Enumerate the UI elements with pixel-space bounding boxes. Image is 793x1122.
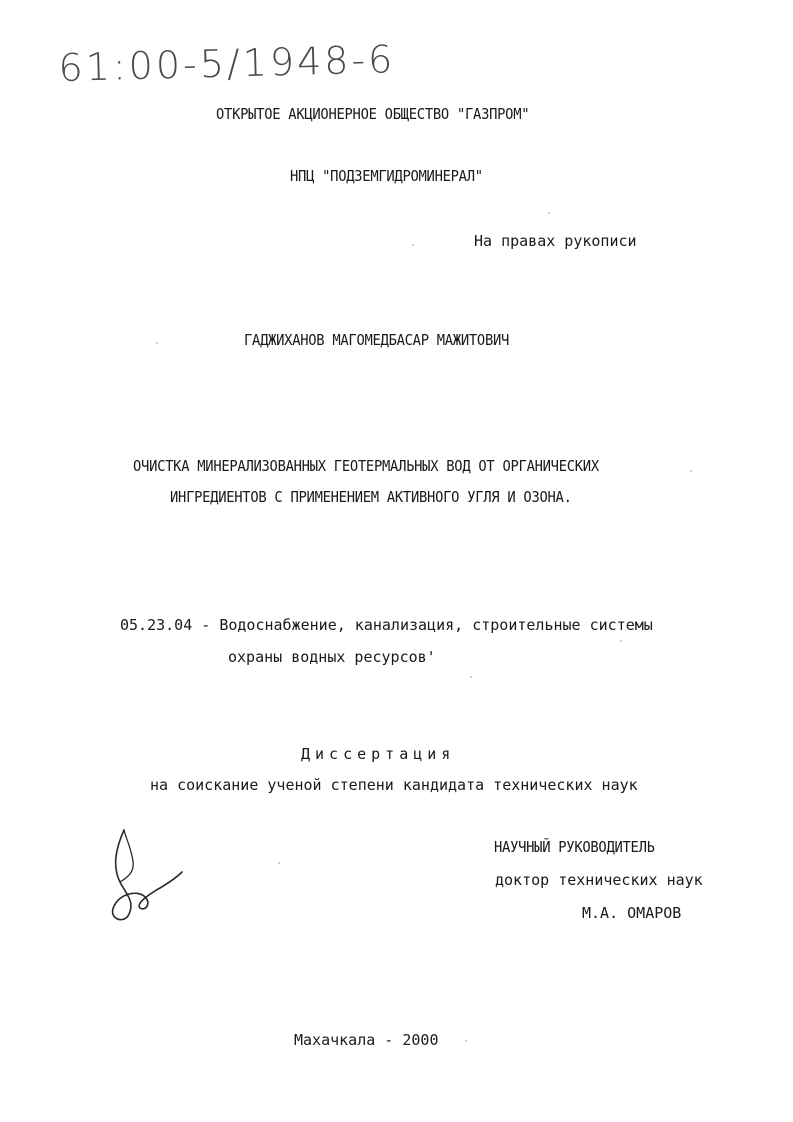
scan-speck: [690, 470, 692, 472]
supervisor-degree: доктор технических наук: [495, 871, 703, 889]
scan-speck: [465, 1040, 467, 1042]
dissertation-title-line-1: ОЧИСТКА МИНЕРАЛИЗОВАННЫХ ГЕОТЕРМАЛЬНЫХ ВОД ОТ ОРГАНИЧЕСКИХ: [133, 457, 599, 475]
research-center-name: НПЦ "ПОДЗЕМГИДРОМИНЕРАЛ": [290, 167, 483, 185]
scan-speck: [156, 342, 158, 344]
supervisor-heading: НАУЧНЫЙ РУКОВОДИТЕЛЬ: [494, 838, 655, 856]
scan-speck: [278, 862, 280, 864]
degree-sought: на соискание ученой степени кандидата технических наук: [150, 776, 638, 794]
city-and-year: Махачкала - 2000: [294, 1031, 439, 1049]
document-type: Диссертация: [301, 745, 456, 763]
supervisor-name: М.А. ОМАРОВ: [582, 904, 682, 922]
scan-speck: [548, 212, 550, 214]
manuscript-rights-note: На правах рукописи: [474, 232, 637, 250]
organization-name: ОТКРЫТОЕ АКЦИОНЕРНОЕ ОБЩЕСТВО "ГАЗПРОМ": [216, 105, 530, 123]
author-name: ГАДЖИХАНОВ МАГОМЕДБАСАР МАЖИТОВИЧ: [244, 331, 510, 349]
scan-speck: [412, 244, 414, 246]
signature: [106, 826, 186, 924]
specialty-line-2: охраны водных ресурсов': [228, 648, 436, 666]
dissertation-title-line-2: ИНГРЕДИЕНТОВ С ПРИМЕНЕНИЕМ АКТИВНОГО УГЛЯ И ОЗОНА.: [170, 488, 572, 506]
archive-code-handwritten: 61:00-5/1948-6: [58, 37, 396, 90]
scan-speck: [470, 676, 472, 678]
scan-speck: [620, 640, 622, 642]
specialty-line-1: 05.23.04 - Водоснабжение, канализация, строительные системы: [120, 616, 653, 634]
